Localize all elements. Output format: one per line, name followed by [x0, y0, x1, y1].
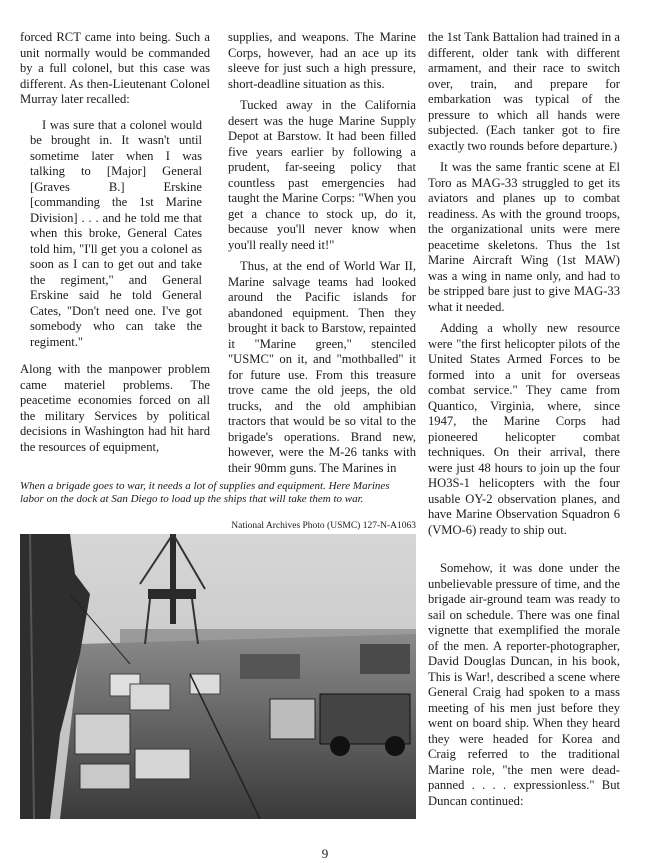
paragraph: the 1st Tank Battalion had trained in a different, older tank with different armament, and their race to switch over, train, and prepare for embarkation was typical of the pressure to which all hands were subjected. (Each tanker got to fire exactly two rounds before departure.)	[428, 30, 620, 153]
page-number: 9	[321, 846, 329, 861]
photo-caption: When a brigade goes to war, it needs a lot of supplies and equipment. Here Marines labor on the dock at San Diego to load up the ships that will take them to war.	[20, 480, 390, 505]
dock-loading-photo	[20, 534, 416, 819]
paragraph: It was the same frantic scene at El Toro as MAG-33 struggled to get its aviators and planes up to combat readiness. As with the ground troops, the organizational units were mere peacetime skeletons. Thus the 1st Marine Aircraft Wing (1st MAW) was a wing in name only, and had to be stripped bare just to give MAG-33 what it needed.	[428, 160, 620, 314]
paragraph: forced RCT came into being. Such a unit normally would be commanded by a full colonel, but this case was different. As then-Lieutenant Colonel Murray later recalled:	[20, 30, 210, 106]
paragraph: Thus, at the end of World War II, Marine salvage teams had looked around the Pacific islands for abandoned equipment. Then they brought it back to Barstow, repainted it "Marine green," stenciled "USMC" on it, and "mothballed" it for future use. From this treasure trove came the old jeeps, the old trucks, and the old amphibian tractors that would be so vital to the brigade's operations. Brand new, however, were the M-26 tanks with their 90mm guns. The Marines in	[228, 259, 416, 475]
text-column-right-continued	[428, 561, 620, 815]
paragraph: Along with the manpower problem came materiel problems. The peacetime economies forced on all the military Services by political decisions in Washington had hit hard the resources of equipment,	[20, 362, 210, 454]
paragraph: Somehow, it was done under the unbelievable pressure of time, and the brigade air-ground team was ready to sail on schedule. There was one final vignette that exemplified the morale of the men. A reporter-photographer, David Douglas Duncan, in his book, This is War!, described a scene where General Craig had spoken to a mass meeting of his men just before they went on board ship. When they heard they were headed for Korea and Craig referred to the traditional Marine role, "the men were dead-panned . . . . expressionless." But Duncan continued:	[428, 561, 620, 808]
paragraph: supplies, and weapons. The Marine Corps, however, had an ace up its sleeve for just such a high pressure, short-deadline situation as this.	[228, 30, 416, 91]
paragraph: Adding a wholly new resource were "the first helicopter pilots of the United States Armed Forces to be formed into a unit for overseas combat service." They came from Quantico, Virginia, where, since 1947, the Marine Corps had pioneered helicopter combat techniques. On their arrival, there were just 48 hours to join up the four HO3S-1 helicopters with the four usable OY-2 observation planes, and have Marine Observation Squadron 6 (VMO-6) ready to ship out.	[428, 321, 620, 537]
paragraph: Tucked away in the California desert was the huge Marine Supply Depot at Barstow. It had been filled five years earlier by following a prudent, far-seeing policy that countless past emergencies had taught the Marine Corps: "When you get a chance to stock up, do it, because you'll never know when you'll really need it!"	[228, 98, 416, 252]
block-quote: I was sure that a colonel would be brought in. It wasn't until sometime later when I was talking to [Major] General [Graves B.] Erskine [commanding the 1st Marine Division] . . . and he told me that when this broke, General Cates told him, "I'll get you a colonel as soon as I can to get out and take the regiment," and General Erskine said he told General Cates, "Don't need one. I've got somebody who can take the regiment."	[30, 117, 202, 349]
text-column-middle	[228, 30, 416, 482]
text-column-left	[20, 30, 210, 461]
photo-credit: National Archives Photo (USMC) 127-N-A1063	[231, 521, 416, 531]
text-column-right	[428, 30, 620, 544]
